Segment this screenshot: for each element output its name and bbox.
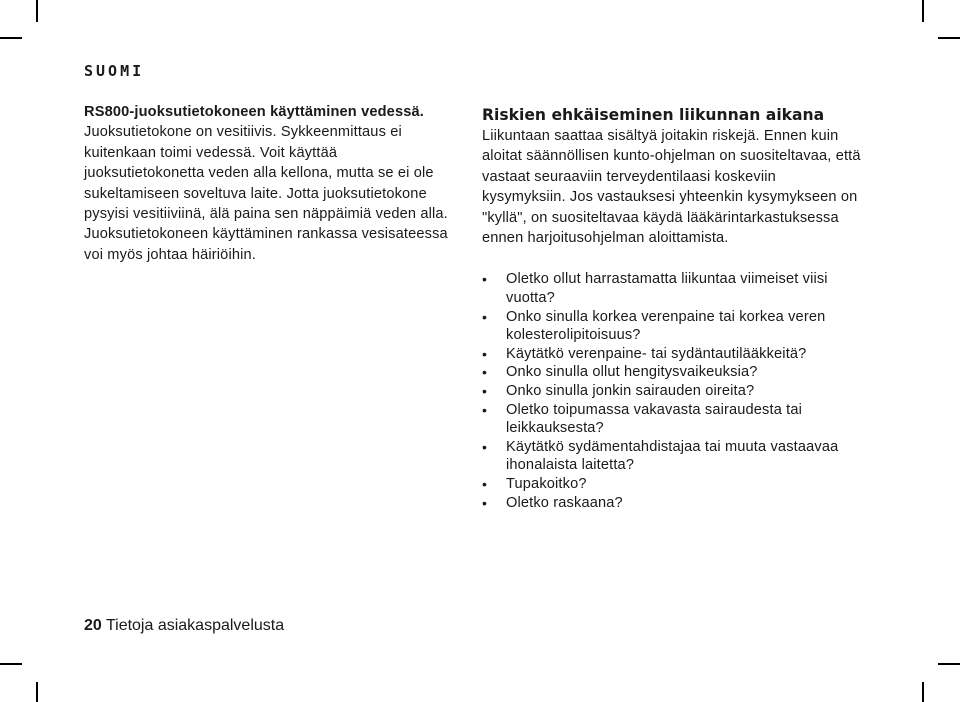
crop-mark-top-right-horizontal [938, 37, 960, 39]
bullet-icon: • [482, 401, 488, 418]
question-text: Oletko ollut harrastamatta liikuntaa viimeiset viisi vuotta? [506, 271, 828, 307]
water-usage-heading: RS800-juoksutietokoneen käyttäminen vedessä. [84, 104, 424, 120]
bullet-icon: • [482, 345, 488, 362]
question-text: Onko sinulla korkea verenpaine tai korkea veren kolesterolipitoisuus? [506, 308, 826, 344]
section-label: SUOMI [84, 62, 145, 80]
water-usage-body: Juoksutietokone on vesitiivis. Sykkeenmittaus ei kuitenkaan toimi vedessä. Voit käyttää juoksutietokonetta veden alla kellona, mutta se ei ole sukeltamiseen soveltuva laite. Jotta juoksutietokone pysyisi vesitiiviinä, älä paina sen näppäimiä veden alla. Juoksutietokoneen käyttäminen rankassa vesisateessa voi myös johtaa häiriöihin. [84, 124, 448, 263]
question-text: Oletko raskaana? [506, 494, 623, 511]
bullet-icon: • [482, 494, 488, 511]
question-text: Käytätkö verenpaine- tai sydäntautilääkkeitä? [506, 345, 807, 362]
bullet-icon: • [482, 475, 488, 492]
list-item [482, 494, 862, 513]
crop-mark-top-left-horizontal [0, 37, 22, 39]
question-text: Onko sinulla ollut hengitysvaikeuksia? [506, 364, 758, 381]
question-text: Oletko toipumassa vakavasta sairaudesta tai leikkauksesta? [506, 401, 803, 437]
list-item [482, 401, 862, 438]
bullet-icon: • [482, 383, 488, 399]
bullet-icon: • [482, 271, 488, 288]
bullet-icon: • [482, 364, 488, 381]
list-item [482, 438, 862, 475]
crop-mark-bottom-left-vertical [36, 682, 38, 702]
question-text: Onko sinulla jonkin sairauden oireita? [506, 383, 755, 399]
risk-prevention-heading: Riskien ehkäiseminen liikunnan aikana [482, 106, 825, 124]
list-item [482, 475, 862, 494]
crop-mark-bottom-right-vertical [922, 682, 924, 702]
risk-prevention-intro: Liikuntaan saattaa sisältyä joitakin riskejä. Ennen kuin aloitat säännöllisen kunto-ohjelman on suositeltavaa, että vastaat seuraaviin terveydentilaasi koskeviin kysymyksiin. Jos vastauksesi yhteenkin kysymykseen on "kyllä", on suositeltavaa käydä lääkärintarkastuksessa ennen harjoitusohjelman aloittamista. [482, 128, 861, 247]
footer-section-title: Tietoja asiakaspalvelusta [105, 617, 285, 634]
health-questions-list [482, 270, 862, 512]
crop-mark-top-right-vertical [922, 0, 924, 22]
list-item [482, 308, 862, 345]
crop-mark-bottom-right-horizontal [938, 663, 960, 665]
bullet-icon: • [482, 308, 488, 325]
bullet-icon: • [482, 438, 488, 455]
question-text: Tupakoitko? [506, 475, 587, 492]
list-item [482, 382, 862, 401]
page-number: 20 [84, 617, 102, 634]
list-item [482, 345, 862, 364]
list-item [482, 363, 862, 382]
crop-mark-bottom-left-horizontal [0, 663, 22, 665]
crop-mark-top-left-vertical [36, 0, 38, 22]
list-item [482, 270, 862, 307]
risk-prevention-section [482, 104, 862, 512]
page-footer [84, 617, 284, 635]
question-text: Käytätkö sydämentahdistajaa tai muuta vastaavaa ihonalaista laitetta? [506, 438, 839, 474]
water-usage-section [84, 102, 454, 265]
